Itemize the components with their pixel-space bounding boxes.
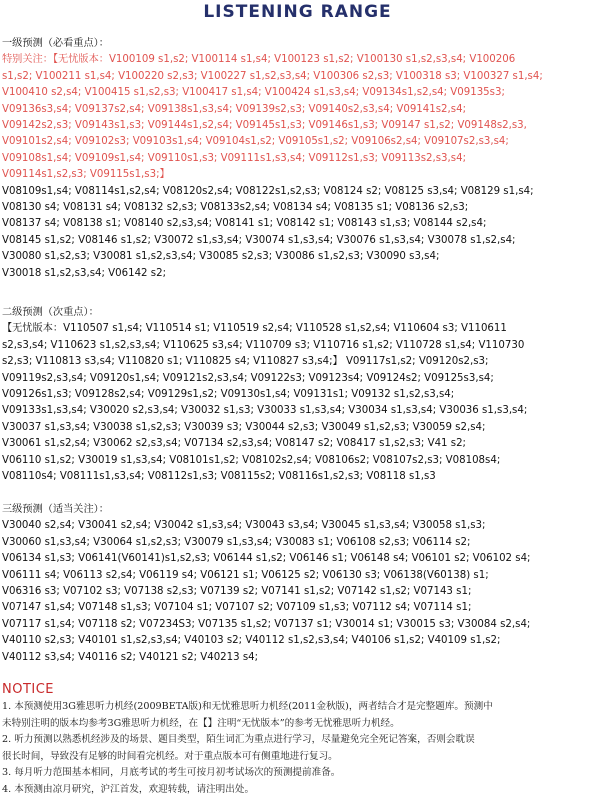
list-line: V30037 s1,s3,s4; V30038 s1,s2,s3; V30039 s3; V30044 s2,s3; V30049 s1,s2,s3; V30059 s2,s4; <box>2 421 486 433</box>
list-line: V08137 s4; V08138 s1; V08140 s2,s3,s4; V08141 s1; V08142 s1; V08143 s1,s3; V08144 s2,s4; <box>2 218 487 230</box>
list-line: s2,s3,s4; V110623 s1,s2,s3,s4; V110625 s3,s4; V110709 s3; V110716 s1,s2; V110728 s1,s4; V110730 <box>2 339 525 351</box>
list-line: V09126s1,s3; V09128s2,s4; V09129s1,s2; V09130s1,s4; V09131s1; V09132 s1,s2,s3,s4; <box>2 389 455 401</box>
list-line: V06111 s4; V06113 s2,s4; V06119 s4; V06121 s1; V06125 s2; V06130 s3; V06138(V60138) s1; <box>2 569 489 581</box>
list-line: 【无忧版本：V110507 s1,s4; V110514 s1; V110519 s2,s4; V110528 s1,s2,s4; V110604 s3; V110611 <box>2 323 507 335</box>
list-line: V08130 s4; V08131 s4; V08132 s2,s3; V08133s2,s4; V08134 s4; V08135 s1; V08136 s2,s3; <box>2 202 469 214</box>
list-line: V06110 s1,s2; V30019 s1,s3,s4; V08101s1,s2; V08102s2,s4; V08106s2; V08107s2,s3; V08108s4; <box>2 454 501 466</box>
special-focus-line: V09114s1,s2,s3; V09115s1,s3;】 <box>2 169 170 181</box>
list-line: s2,s3; V110813 s3,s4; V110820 s1; V110825 s4; V110827 s3,s4;】 V09117s1,s2; V09120s2,s3; <box>2 356 489 368</box>
notice-title: NOTICE <box>2 682 55 697</box>
list-line: V30040 s2,s4; V30041 s2,s4; V30042 s1,s3,s4; V30043 s3,s4; V30045 s1,s3,s4; V30058 s1,s3; <box>2 520 486 532</box>
special-focus-line: V09136s3,s4; V09137s2,s4; V09138s1,s3,s4; V09139s2,s3; V09140s2,s3,s4; V09141s2,s4; <box>2 103 467 115</box>
list-line: V30060 s1,s3,s4; V30064 s1,s2,s3; V30079 s1,s3,s4; V30083 s1; V06108 s2,s3; V06114 s2; <box>2 536 471 548</box>
list-line: V30061 s1,s2,s4; V30062 s2,s3,s4; V07134 s2,s3,s4; V08147 s2; V08417 s1,s2,s3; V41 s2; <box>2 438 466 450</box>
level1-section <box>2 36 592 282</box>
list-line: V07147 s1,s4; V07148 s1,s3; V07104 s1; V07107 s2; V07109 s1,s3; V07112 s4; V07114 s1; <box>2 602 472 614</box>
list-line: V06316 s3; V07102 s3; V07138 s2,s3; V07139 s2; V07141 s1,s2; V07142 s1,s2; V07143 s1; <box>2 586 472 598</box>
level3-heading: 三级预测（适当关注）： <box>2 504 109 515</box>
list-line: V30018 s1,s2,s3,s4; V06142 s2; <box>2 267 166 279</box>
list-line: V07117 s1,s4; V07118 s2; V07234S3; V07135 s1,s2; V07137 s1; V30014 s1; V30015 s3; V30084 s2,s4; <box>2 618 531 630</box>
list-line: V30080 s1,s2,s3; V30081 s1,s2,s3,s4; V30085 s2,s3; V30086 s1,s2,s3; V30090 s3,s4; <box>2 251 440 263</box>
level1-list <box>2 184 592 282</box>
level2-section <box>2 305 592 485</box>
level3-list <box>2 518 592 666</box>
level1-special-focus <box>2 52 592 183</box>
special-focus-line: s1,s2; V100211 s1,s4; V100220 s2,s3; V100227 s1,s2,s3,s4; V100306 s2,s3; V100318 s3; V100327 s1,s4; <box>2 70 543 82</box>
level3-section <box>2 502 592 666</box>
notice-item: 3. 每月听力范围基本相同，月底考试的考生可按月初考试场次的预测提前准备。 <box>2 767 341 779</box>
notice-item: 4. 本预测由凉月研究，沪江首发，欢迎转载，请注明出处。 <box>2 783 255 795</box>
list-line: V09133s1,s3,s4; V30020 s2,s3,s4; V30032 s1,s3; V30033 s1,s3,s4; V30034 s1,s3,s4; V30036 s1,s3,s4; <box>2 405 528 417</box>
special-focus-line: V100410 s2,s4; V100415 s1,s2,s3; V100417 s1,s4; V100424 s1,s3,s4; V09134s1,s2,s4; V09135s3; <box>2 87 505 99</box>
list-line: V40110 s2,s3; V40101 s1,s2,s3,s4; V40103 s2; V40112 s1,s2,s3,s4; V40106 s1,s2; V40109 s1,s2; <box>2 635 501 647</box>
list-line: V09119s2,s3,s4; V09120s1,s4; V09121s2,s3,s4; V09122s3; V09123s4; V09124s2; V09125s3,s4; <box>2 372 494 384</box>
list-line: V06134 s1,s3; V06141(V60141)s1,s2,s3; V06144 s1,s2; V06146 s1; V06148 s4; V06101 s2; V06102 s4; <box>2 553 531 565</box>
notice-list <box>2 699 592 799</box>
special-focus-line: V09108s1,s4; V09109s1,s4; V09110s1,s3; V09111s1,s3,s4; V09112s1,s3; V09113s2,s3,s4; <box>2 152 467 164</box>
level2-list <box>2 321 592 485</box>
page-title: LISTENING RANGE <box>203 2 392 22</box>
level1-heading: 一级预测（必看重点）： <box>2 38 109 49</box>
list-line: V40112 s3,s4; V40116 s2; V40121 s2; V40213 s4; <box>2 651 259 663</box>
level2-heading: 二级预测（次重点）： <box>2 307 99 318</box>
list-line: V08109s1,s4; V08114s1,s2,s4; V08120s2,s4; V08122s1,s2,s3; V08124 s2; V08125 s3,s4; V08129 s1,s4; <box>2 185 534 197</box>
special-focus-line: V09142s2,s3; V09143s1,s3; V09144s1,s2,s4; V09145s1,s3; V09146s1,s3; V09147 s1,s2; V09148s2,s3, <box>2 120 527 132</box>
list-line: V08145 s1,s2; V08146 s1,s2; V30072 s1,s3,s4; V30074 s1,s3,s4; V30076 s1,s3,s4; V30078 s1,s2,s4; <box>2 234 516 246</box>
notice-item: 1. 本预测使用3G雅思听力机经(2009BETA版)和无忧雅思听力机经(2011金秋版)，两者结合才是完整题库。预测中 <box>2 701 493 712</box>
special-focus-line: V09101s2,s4; V09102s3; V09103s1,s4; V09104s1,s2; V09105s1,s2; V09106s2,s4; V09107s2,s3,s4; <box>2 136 509 148</box>
notice-item: 未特别注明的版本均参考3G雅思听力机经，在【】注明“无忧版本”的参考无忧雅思听力机经。 <box>2 717 400 729</box>
list-line: V08110s4; V08111s1,s3,s4; V08112s1,s3; V08115s2; V08116s1,s2,s3; V08118 s1,s3 <box>2 471 436 483</box>
notice-item: 2. 听力预测以熟悉机经涉及的场景、题目类型，陌生词汇为重点进行学习，尽量避免完全死记答案，否则会耽误 <box>2 734 475 746</box>
special-focus-line: 特别关注：【无忧版本：V100109 s1,s2; V100114 s1,s4; V100123 s1,s2; V100130 s1,s2,s3,s4; V100206 <box>2 54 516 66</box>
notice-item: 很长时间，导致没有足够的时间看完机经。对于重点版本可有侧重地进行复习。 <box>2 750 338 762</box>
